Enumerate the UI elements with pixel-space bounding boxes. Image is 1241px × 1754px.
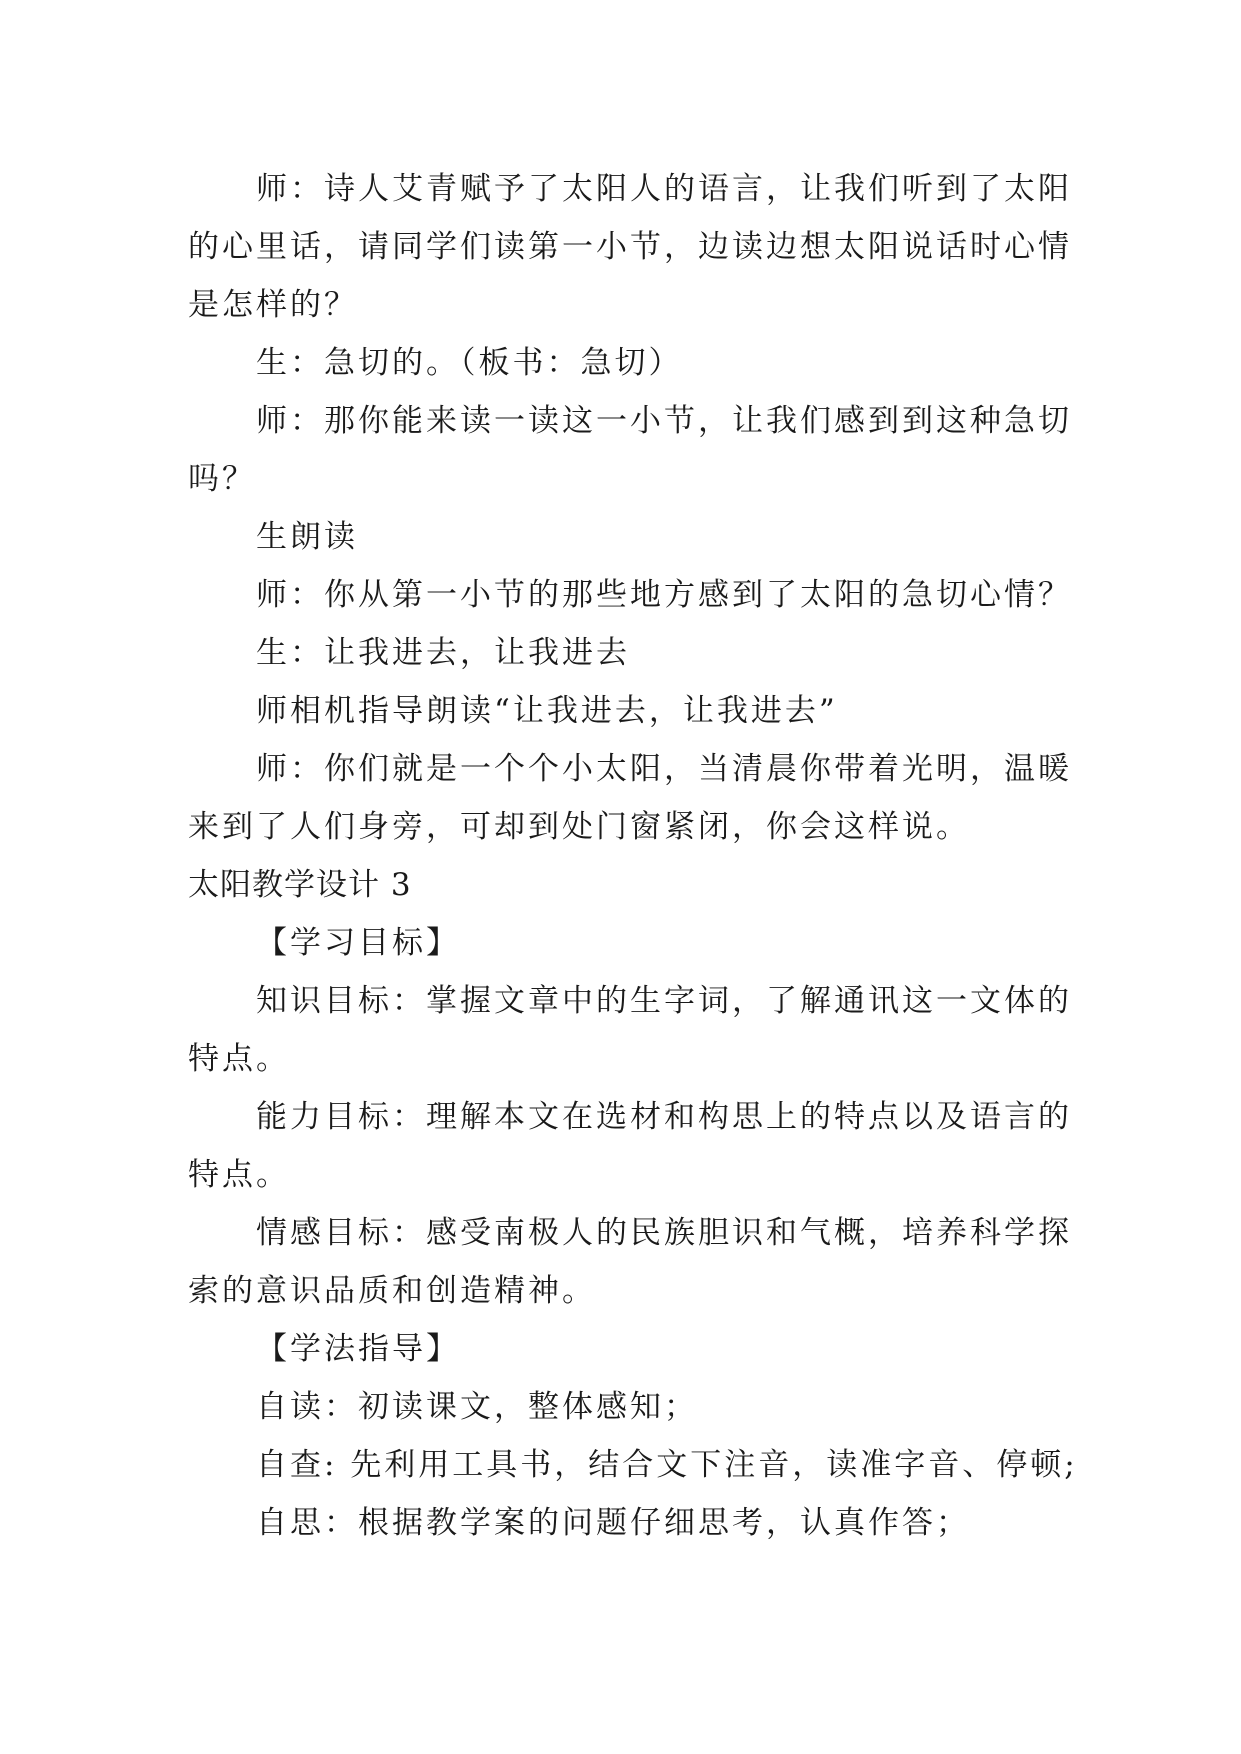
paragraph-line: 能力目标：理解本文在选材和构思上的特点以及语言的: [256, 1099, 1072, 1135]
paragraph-line: 来到了人们身旁，可却到处门窗紧闭，你会这样说。: [188, 809, 970, 845]
paragraph-line: 自查: 先利用工具书，结合文下注音，读准字音、停顿;: [256, 1447, 1078, 1483]
document-body: [188, 160, 1078, 1552]
paragraph-line: 师：你从第一小节的那些地方感到了太阳的急切心情？: [256, 577, 1072, 613]
paragraph-line: 师：你们就是一个个小太阳，当清晨你带着光明，温暖: [256, 751, 1072, 787]
paragraph-line: 【学习目标】: [256, 925, 460, 961]
paragraph-line: 师：那你能来读一读这一小节，让我们感到到这种急切: [256, 403, 1072, 439]
paragraph-line: 师相机指导朗读“让我进去，让我进去”: [256, 693, 838, 729]
paragraph-line: 特点。: [188, 1157, 290, 1193]
paragraph-line: 是怎样的？: [188, 287, 358, 323]
paragraph-line: 师：诗人艾青赋予了太阳人的语言，让我们听到了太阳: [256, 171, 1072, 207]
section-heading: 太阳教学设计 3: [188, 867, 412, 903]
paragraph-line: 特点。: [188, 1041, 290, 1077]
paragraph-line: 生朗读: [256, 519, 358, 555]
paragraph-line: 情感目标：感受南极人的民族胆识和气概，培养科学探: [256, 1215, 1072, 1251]
paragraph-line: 的心里话，请同学们读第一小节，边读边想太阳说话时心情: [188, 229, 1072, 265]
paragraph-line: 知识目标：掌握文章中的生字词，了解通讯这一文体的: [256, 983, 1072, 1019]
paragraph-line: 自读：初读课文，整体感知；: [256, 1389, 698, 1425]
paragraph-line: 【学法指导】: [256, 1331, 460, 1367]
paragraph-line: 自思：根据教学案的问题仔细思考，认真作答；: [256, 1505, 970, 1541]
paragraph-line: 生：让我进去，让我进去: [256, 635, 630, 671]
paragraph-line: 吗？: [188, 461, 256, 497]
paragraph-line: 生：急切的。（板书：急切）: [256, 345, 683, 381]
paragraph-line: 索的意识品质和创造精神。: [188, 1273, 596, 1309]
